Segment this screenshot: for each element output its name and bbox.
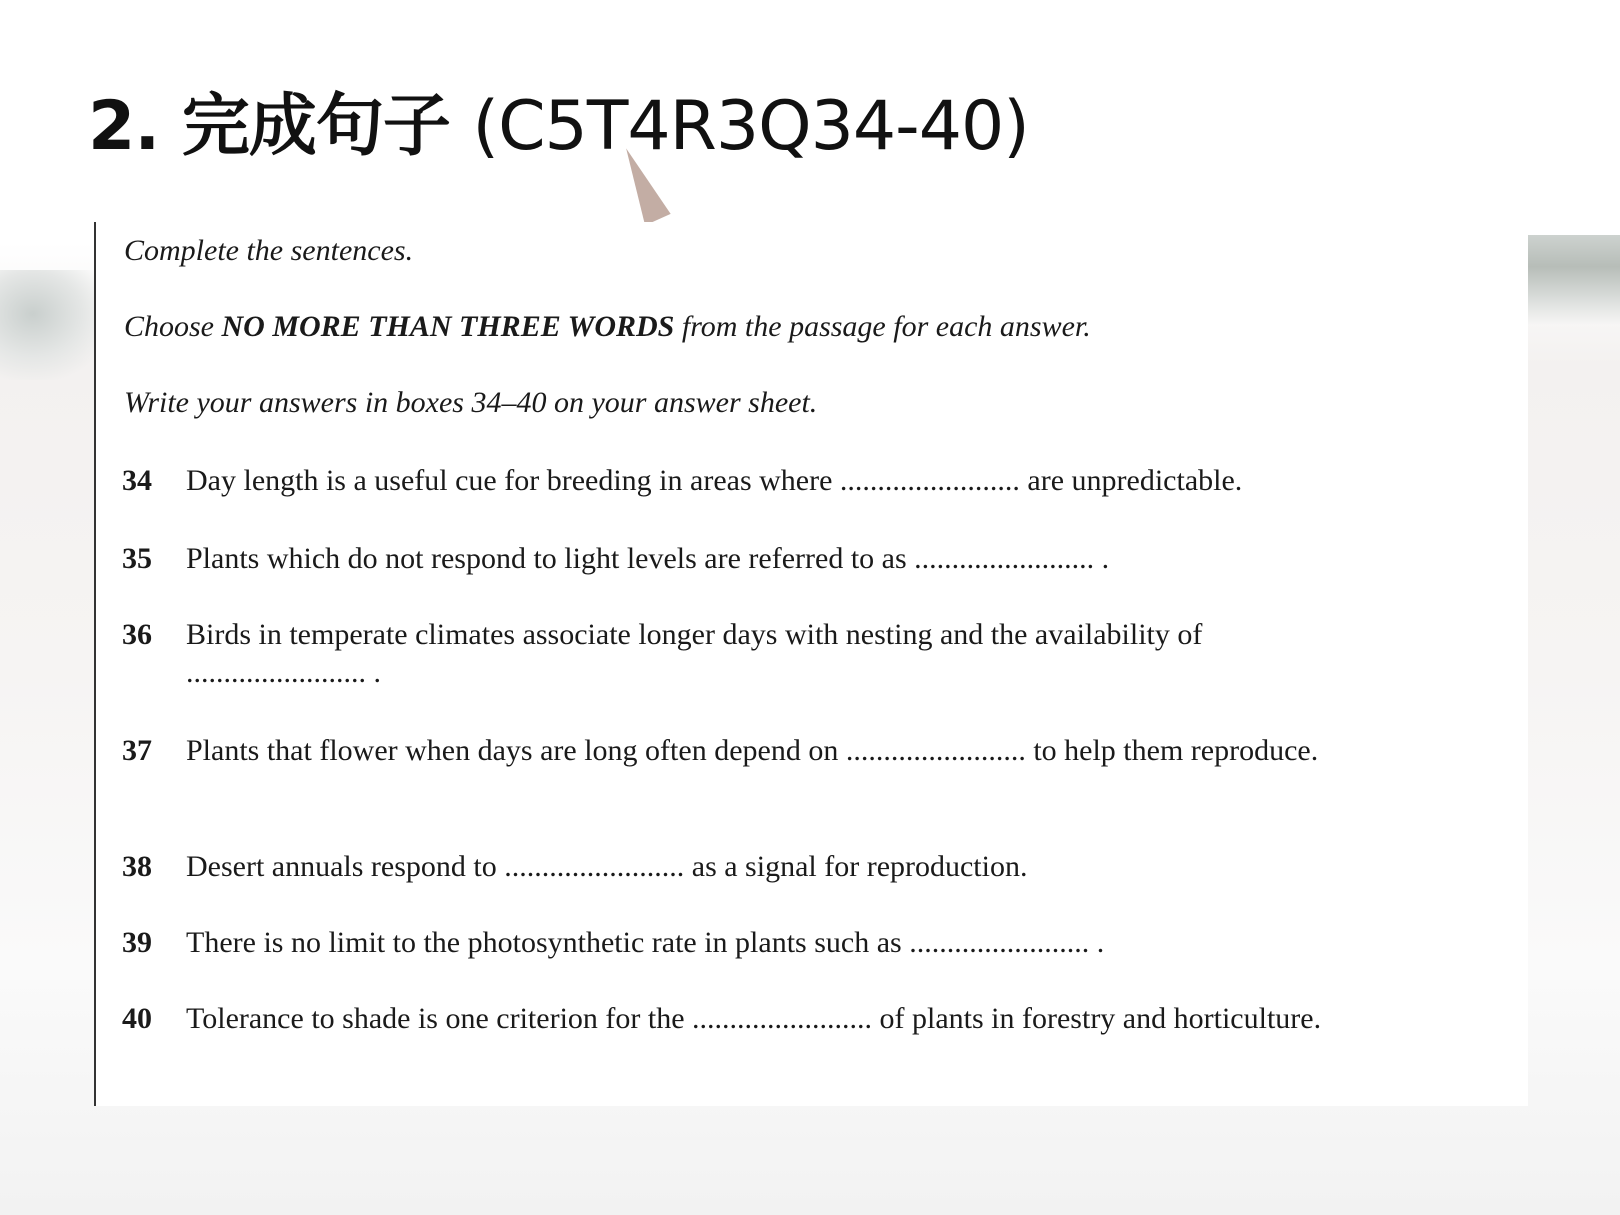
question-text: Day length is a useful cue for breeding in areas where ........................ are unpredictable. — [186, 464, 1243, 497]
question-text: Desert annuals respond to ........................ as a signal for reproduction. — [186, 850, 1028, 883]
slide-title — [88, 82, 1029, 172]
instruction-answer-boxes: Write your answers in boxes 34–40 on your answer sheet. — [124, 386, 818, 419]
question-item — [122, 732, 1366, 770]
question-item — [122, 1000, 1356, 1038]
question-number: 36 — [122, 618, 152, 651]
title-number: 2. — [88, 87, 160, 166]
question-number: 37 — [122, 734, 152, 767]
instruction-word-limit-suffix: from the passage for each answer. — [674, 310, 1091, 343]
question-number: 35 — [122, 542, 152, 575]
background-haze-right — [1520, 235, 1620, 325]
question-item — [122, 848, 1446, 886]
question-text: There is no limit to the photosynthetic rate in plants such as ........................ . — [186, 926, 1105, 959]
question-number: 40 — [122, 1002, 152, 1035]
question-item — [122, 540, 1446, 578]
question-item — [122, 924, 1446, 962]
instruction-word-limit-prefix: Choose — [124, 310, 222, 343]
question-text: Tolerance to shade is one criterion for the ........................ of plants in forestry and horticulture. — [186, 1002, 1322, 1035]
question-number: 34 — [122, 464, 152, 497]
instruction-complete: Complete the sentences. — [124, 234, 414, 267]
title-code: (C5T4R3Q34-40) — [472, 87, 1029, 166]
question-text: Plants which do not respond to light levels are referred to as ........................ . — [186, 542, 1110, 575]
instruction-word-limit — [124, 310, 1091, 344]
instruction-word-limit-emphasis: NO MORE THAN THREE WORDS — [221, 310, 675, 343]
question-text: Plants that flower when days are long often depend on ........................ to help them reproduce. — [186, 734, 1319, 767]
exercise-panel — [94, 222, 1528, 1106]
title-chinese: 完成句子 — [181, 87, 450, 166]
question-number: 38 — [122, 850, 152, 883]
question-number: 39 — [122, 926, 152, 959]
question-text: Birds in temperate climates associate longer days with nesting and the availability of ........................ . — [186, 618, 1203, 689]
question-item — [122, 462, 1446, 500]
question-item — [122, 616, 1336, 692]
